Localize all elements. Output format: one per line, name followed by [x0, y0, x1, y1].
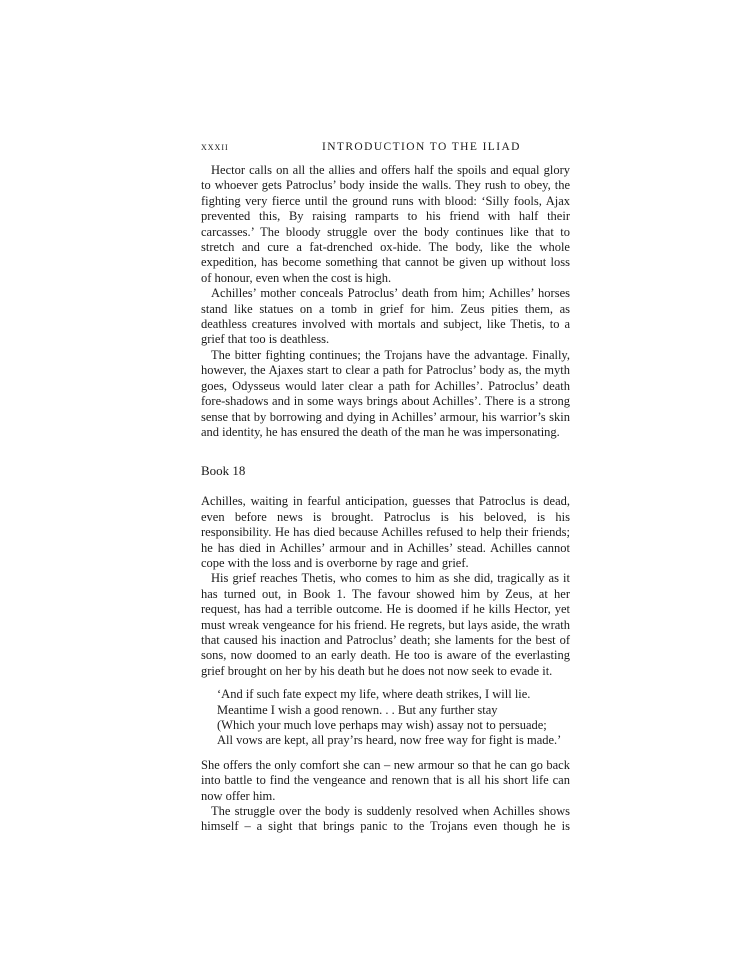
section-heading-book-18: Book 18 — [201, 463, 246, 479]
paragraph-hector-allies: Hector calls on all the allies and offers half the spoils and equal glory to whoever gets Patroclus’ body inside the walls. They rush to obey, the fighting very fierce until the ground runs with blood: ‘Silly fools, Ajax prevented this, By raising ramparts to his friend with half their carcasses.’ The bloody struggle over the body continues like that to stretch and cure a fat-drenched ox-hide. The body, like the whole expedition, has become something that cannot be given up without loss of honour, even when the cost is high. — [201, 163, 570, 285]
paragraph-achilles-mother: Achilles’ mother conceals Patroclus’ death from him; Achilles’ horses stand like statues on a tomb in grief for him. Zeus pities them, as deathless creatures involved with mortals and subject, like Thetis, to a grief that too is deathless. — [201, 286, 570, 347]
paragraph-only-comfort: She offers the only comfort she can – new armour so that he can go back into battle to find the vengeance and renown that is all his short life can now offer him. — [201, 757, 570, 803]
paragraph-bitter-fighting: The bitter fighting continues; the Trojans have the advantage. Finally, however, the Ajaxes start to clear a path for Patroclus’ body as, the myth goes, Odysseus would later clear a path for Achilles’. Patroclus’ death fore-shadows and in some ways brings about Achilles’. There is a strong sense that by borrowing and dying in Achilles’ armour, his warrior’s skin and identity, he has ensured the death of the man he was impersonating. — [201, 347, 570, 439]
body-text — [201, 163, 570, 835]
running-head — [201, 141, 570, 157]
paragraph-achilles-waiting: Achilles, waiting in fearful anticipation, guesses that Patroclus is dead, even before news is brought. Patroclus is his beloved, is his responsibility. He has died because Achilles refused to help their friends; he has died in Achilles’ armour and in Achilles’ stead. Achilles cannot cope with the loss and is overborne by rage and grief. — [201, 494, 570, 570]
running-title: INTRODUCTION TO THE ILIAD — [322, 141, 521, 153]
paragraph-struggle-resolved: The struggle over the body is suddenly resolved when Achilles shows himself – a sight that brings panic to the Trojans even though he is — [201, 804, 570, 834]
verse-line: ‘And if such fate expect my life, where death strikes, I will lie. — [217, 687, 531, 702]
verse-quotation — [217, 687, 570, 749]
verse-line: All vows are kept, all pray’rs heard, now free way for fight is made.’ — [217, 733, 562, 748]
page-number: xxxii — [201, 141, 229, 153]
verse-line: (Which your much love perhaps may wish) assay not to persuade; — [217, 718, 547, 732]
paragraph-grief-reaches-thetis: His grief reaches Thetis, who comes to him as she did, tragically as it has turned out, in Book 1. The favour showed him by Zeus, at her request, has had a terrible outcome. He is doomed if he kills Hector, yet must wreak vengeance for his friend. He regrets, but lays aside, the wrath that caused his inaction and Patroclus’ death; she laments for the best of sons, now doomed to an early death. He too is aware of the everlasting grief brought on her by his death but he does not now seek to evade it. — [201, 571, 570, 678]
verse-line: Meantime I wish a good renown. . . But any further stay — [217, 702, 498, 717]
